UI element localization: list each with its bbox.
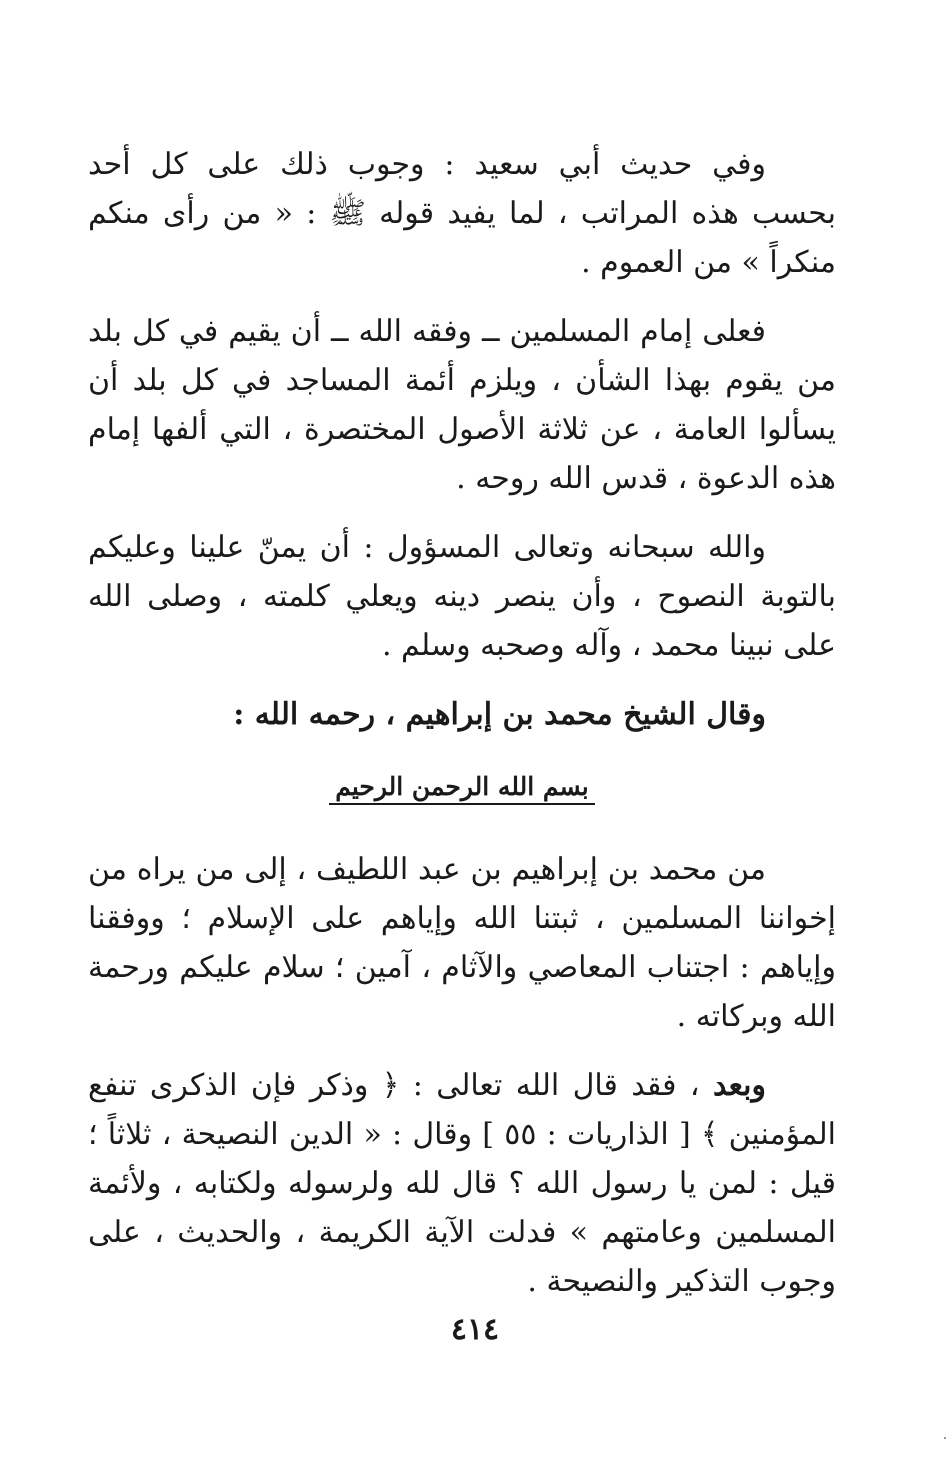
basmala-calligraphy: [88, 767, 836, 807]
paragraph-closing-prayer: والله سبحانه وتعالى المسؤول : أن يمنّ علينا وعليكم بالتوبة النصوح ، وأن ينصر دينه ويعلي كلمته ، وصلى الله على نبينا محمد ، وآله وصحبه وسلم .: [88, 530, 836, 663]
section-heading: وقال الشيخ محمد بن إبراهيم ، رحمه الله :: [233, 697, 766, 732]
paragraph-wa-bad-text: ، فقد قال الله تعالى : ﴿ وذكر فإن الذكرى تنفع المؤمنين ﴾ [ الذاريات : ٥٥ ] وقال : « الدين النصيحة ، ثلاثاً ؛ قيل : لمن يا رسول الله ؟ قال لله ولرسوله ولكتابه ، ولأئمة المسلمين وعامتهم » فدلت الآية الكريمة ، والحديث ، على وجوب التذكير والنصيحة .: [88, 1068, 836, 1299]
scan-speck: [944, 1437, 946, 1439]
page-number: ٤١٤: [450, 1312, 500, 1347]
paragraph-imam-duty: فعلى إمام المسلمين ــ وفقه الله ــ أن يقيم في كل بلد من يقوم بهذا الشأن ، ويلزم أئمة المساجد في كل بلد أن يسألوا العامة ، عن ثلاثة الأصول المختصرة ، التي ألفها إمام هذه الدعوة ، قدس الله روحه .: [88, 314, 836, 496]
paragraph-letter-opening: من محمد بن إبراهيم بن عبد اللطيف ، إلى من يراه من إخواننا المسلمين ، ثبتنا الله وإياهم على الإسلام ؛ ووفقنا وإياهم : اجتناب المعاصي والآثام ، آمين ؛ سلام عليكم ورحمة الله وبركاته .: [88, 852, 836, 1034]
basmala-text: بسم الله الرحمن الرحيم: [329, 772, 595, 805]
paragraph-wa-bad: [88, 1061, 836, 1306]
bold-lead-word: وبعد: [712, 1068, 766, 1103]
page-body: [88, 140, 836, 1326]
paragraph-abu-said-hadith: وفي حديث أبي سعيد : وجوب ذلك على كل أحد بحسب هذه المراتب ، لما يفيد قوله ﷺ : « من رأى منكم منكراً » من العموم .: [88, 147, 836, 280]
